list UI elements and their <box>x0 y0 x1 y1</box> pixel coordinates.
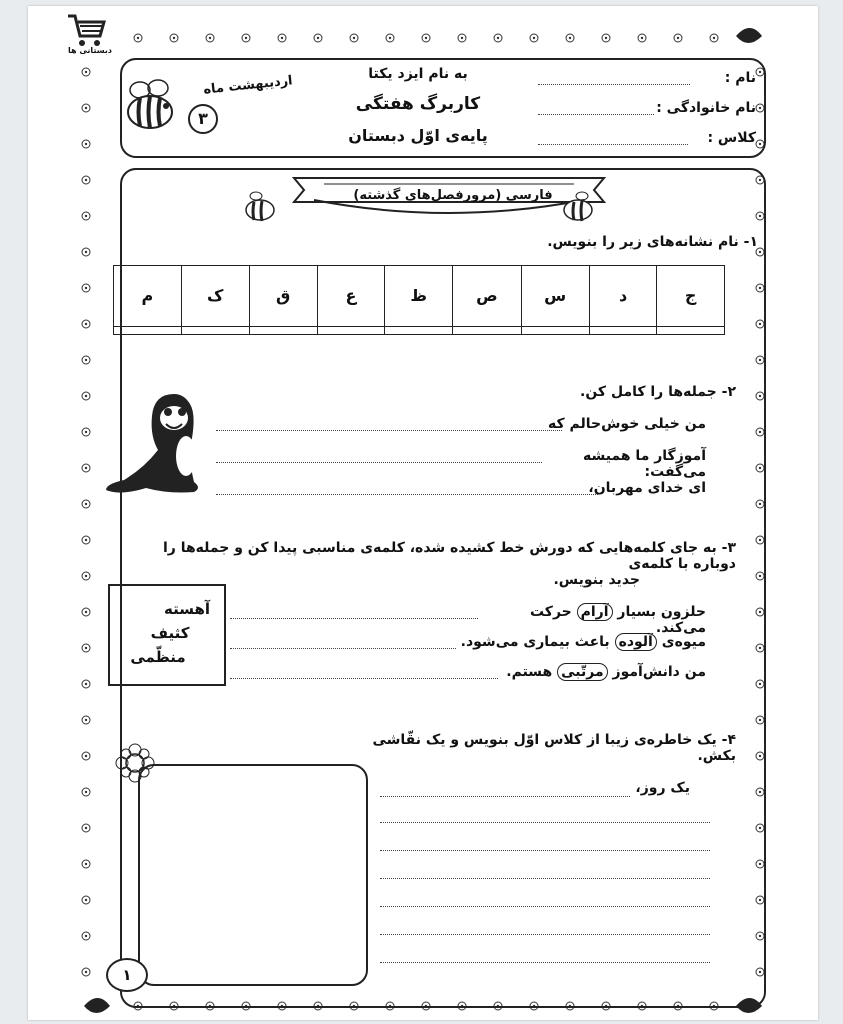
border-ornament-dot <box>569 37 571 39</box>
q3-sentence-2 <box>460 634 706 650</box>
q4-start: یک روز، <box>635 780 690 796</box>
answers-row <box>114 326 725 334</box>
month-label: اردیبهشت ماه <box>202 73 294 98</box>
border-ornament-dot <box>85 791 87 793</box>
q3-s3-before: من دانش‌آموز <box>612 664 706 680</box>
border-ornament-dot <box>497 37 499 39</box>
border-ornament-dot <box>425 37 427 39</box>
border-ornament-dot <box>85 287 87 289</box>
border-ornament-dot <box>85 395 87 397</box>
q3-answer-line-1[interactable] <box>230 618 478 619</box>
week-number-badge: ۳ <box>188 104 218 134</box>
answer-cell[interactable] <box>521 326 589 334</box>
border-ornament-dot <box>677 37 679 39</box>
q4-line[interactable] <box>380 850 710 851</box>
class-label: کلاس : <box>707 130 756 146</box>
corner-leaf-icon <box>84 998 110 1013</box>
border-ornament-dot <box>389 37 391 39</box>
word-bank-item: کثیف <box>150 624 190 642</box>
letter-cell: ک <box>181 266 249 327</box>
border-ornament-dot <box>85 107 87 109</box>
border-ornament-dot <box>85 971 87 973</box>
answer-cell[interactable] <box>589 326 657 334</box>
word-bank-item: منظّمی <box>130 648 186 666</box>
letter-cell: م <box>114 266 182 327</box>
q3-sentence-3 <box>500 664 706 680</box>
answer-cell[interactable] <box>385 326 453 334</box>
answer-cell[interactable] <box>249 326 317 334</box>
border-ornament-dot <box>85 863 87 865</box>
border-ornament-dot <box>85 323 87 325</box>
q2-answer-line-3[interactable] <box>216 494 598 495</box>
border-ornament-dot <box>85 467 87 469</box>
q3-s2-before: میوه‌ی <box>661 634 706 650</box>
letter-cell: ج <box>657 266 725 327</box>
logo-text: دبستانی ها <box>68 46 112 55</box>
letters-row <box>114 266 725 327</box>
border-ornament-dot <box>85 611 87 613</box>
border-ornament-dot <box>85 71 87 73</box>
border-ornament-dot <box>461 37 463 39</box>
cart-icon <box>66 12 106 50</box>
border-ornament-dot <box>85 719 87 721</box>
border-ornament-dot <box>605 37 607 39</box>
family-field[interactable] <box>538 114 654 115</box>
border-ornament-dot <box>281 37 283 39</box>
drawing-box[interactable] <box>138 764 368 986</box>
border-ornament-dot <box>353 37 355 39</box>
border-ornament-dot <box>317 37 319 39</box>
border-ornament-dot <box>85 503 87 505</box>
answer-cell[interactable] <box>317 326 385 334</box>
border-ornament-dot <box>85 215 87 217</box>
q3-s1-before: حلزون بسیار <box>617 604 706 620</box>
border-ornament-dot <box>85 935 87 937</box>
q3-prompt-line-2: جدید بنویس. <box>553 572 640 588</box>
q2-answer-line-1[interactable] <box>216 430 562 431</box>
answer-cell[interactable] <box>657 326 725 334</box>
circled-word: آلوده <box>615 633 657 651</box>
class-field[interactable] <box>538 144 688 145</box>
letter-cell: ق <box>249 266 317 327</box>
border-ornament-dot <box>533 37 535 39</box>
border-ornament-dot <box>85 431 87 433</box>
grade-title: پایه‌ی اوّل دبستان <box>348 126 488 145</box>
q1-prompt: ۱- نام نشانه‌های زیر را بنویس. <box>547 234 758 250</box>
flower-icon <box>114 742 156 784</box>
border-ornament-dot <box>173 37 175 39</box>
border-ornament-dot <box>245 37 247 39</box>
word-bank-item: آهسته <box>163 600 210 618</box>
letter-cell: ظ <box>385 266 453 327</box>
q4-line[interactable] <box>380 906 710 907</box>
banner-title: فارسی (مرورفصل‌های گذشته) <box>353 188 553 203</box>
q4-line[interactable] <box>380 962 710 963</box>
border-ornament-dot <box>85 179 87 181</box>
bismillah: به نام ایزد یکتا <box>368 66 468 82</box>
name-field[interactable] <box>538 84 690 85</box>
q4-line[interactable] <box>380 934 710 935</box>
letter-cell: س <box>521 266 589 327</box>
border-ornament-dot <box>641 37 643 39</box>
letter-cell: ص <box>453 266 521 327</box>
q2-sentence-1: من خیلی خوش‌حالم که <box>548 416 706 432</box>
border-ornament-dot <box>85 539 87 541</box>
letter-cell: ع <box>317 266 385 327</box>
letters-table <box>113 265 725 335</box>
border-ornament-dot <box>85 359 87 361</box>
q4-line[interactable] <box>380 878 710 879</box>
border-ornament-dot <box>137 37 139 39</box>
q4-prompt: ۴- یک خاطره‌ی زیبا از کلاس اوّل بنویس و یک نقّاشی بکش. <box>372 732 736 764</box>
worksheet-title: کاربرگ هفتگی <box>355 94 481 114</box>
q4-line[interactable] <box>380 796 630 797</box>
answer-cell[interactable] <box>114 326 182 334</box>
answer-cell[interactable] <box>181 326 249 334</box>
bee-icon <box>560 190 596 224</box>
border-ornament-dot <box>85 683 87 685</box>
name-label: نام : <box>724 70 756 86</box>
answer-cell[interactable] <box>453 326 521 334</box>
q2-answer-line-2[interactable] <box>216 462 542 463</box>
bee-icon <box>120 76 184 136</box>
q3-s1-after: حرکت می‌کند. <box>529 604 706 636</box>
q3-s3-after: هستم. <box>506 664 553 680</box>
circled-word: مرتّبی <box>557 663 608 681</box>
border-ornament-dot <box>85 143 87 145</box>
border-ornament-dot <box>85 755 87 757</box>
family-label: نام خانوادگی : <box>656 100 756 116</box>
circled-word: آرام <box>577 603 613 621</box>
border-ornament-dot <box>713 37 715 39</box>
q2-sentence-2: آموزگار ما همیشه می‌گفت: <box>583 448 706 480</box>
q3-prompt-line-1: ۳- به جای کلمه‌هایی که دورش خط کشیده شده، کلمه‌ی مناسبی پیدا کن و جمله‌ها را دوباره با کلمه‌ی <box>162 540 736 572</box>
border-ornament-dot <box>209 37 211 39</box>
q4-line[interactable] <box>380 822 710 823</box>
q3-s2-after: باعث بیماری می‌شود. <box>460 634 610 650</box>
border-ornament-dot <box>85 251 87 253</box>
border-ornament-dot <box>85 575 87 577</box>
q2-sentence-3: ای خدای مهربان، <box>588 480 706 496</box>
bee-icon <box>242 190 278 224</box>
border-ornament-dot <box>85 647 87 649</box>
q2-prompt: ۲- جمله‌ها را کامل کن. <box>580 384 736 400</box>
q3-answer-line-2[interactable] <box>230 648 456 649</box>
page-number: ۱ <box>106 958 148 992</box>
border-ornament-dot <box>85 899 87 901</box>
q3-answer-line-3[interactable] <box>230 678 498 679</box>
letter-cell: د <box>589 266 657 327</box>
border-ornament-dot <box>85 827 87 829</box>
seal-illustration <box>104 388 222 500</box>
corner-leaf-icon <box>736 28 762 43</box>
q3-sentence-1 <box>480 604 706 636</box>
